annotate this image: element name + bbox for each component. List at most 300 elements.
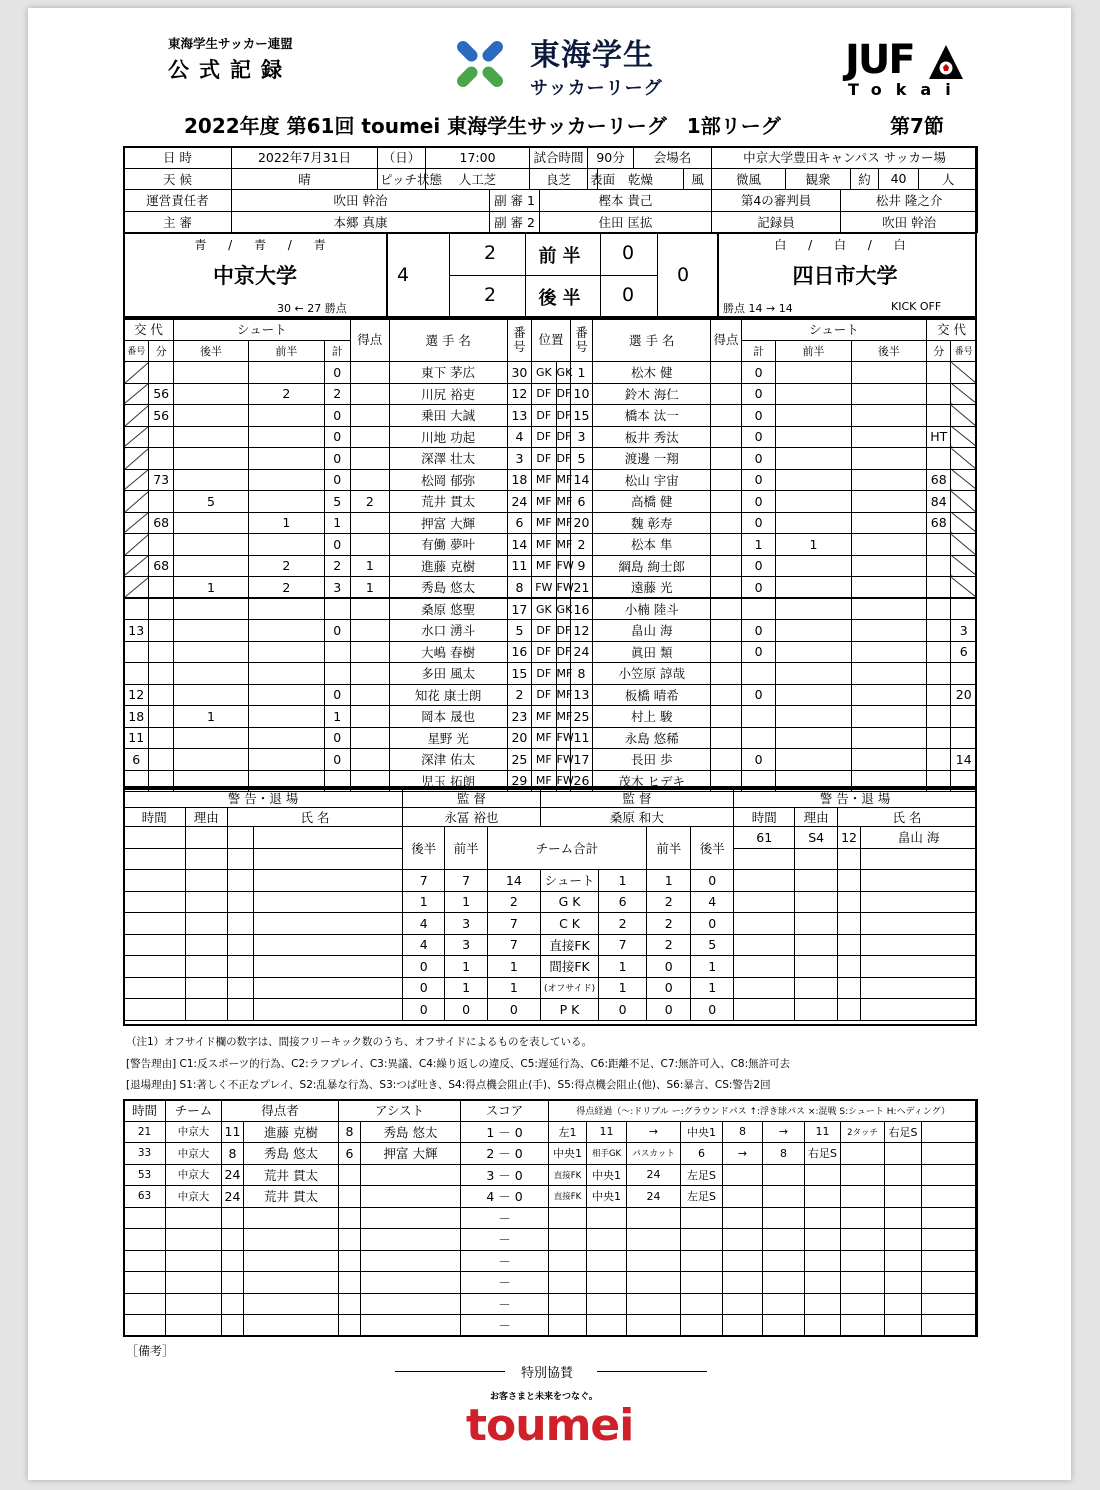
process-cell: 左足S (681, 1164, 723, 1186)
process-cell (805, 1164, 841, 1186)
player-row (124, 663, 977, 685)
stats-cell: 0 (445, 999, 487, 1021)
player-cell (350, 362, 389, 384)
player-cell (776, 577, 851, 599)
away-total: 0 (677, 264, 690, 286)
stats-cell: 3 (445, 913, 487, 935)
player-cell (350, 598, 389, 620)
info-cell: 主 審 (124, 211, 232, 233)
process-cell (841, 1186, 885, 1208)
process-cell: 右足S (805, 1143, 841, 1165)
score-block (123, 232, 977, 318)
goal-cell (723, 1272, 763, 1294)
away-team-name: 四日市大学 (792, 264, 898, 288)
player-cell: 11 (124, 727, 149, 749)
player-row (124, 749, 977, 771)
player-cell (149, 706, 173, 728)
info-cell: 良芝 (530, 168, 588, 190)
player-cell: 18 (507, 469, 531, 491)
goal-cell (549, 1207, 587, 1229)
player-cell: GK (556, 362, 570, 384)
away-card-reason (795, 934, 837, 956)
player-cell (350, 469, 389, 491)
stats-cell: 3 (445, 934, 487, 956)
player-cell (776, 620, 851, 642)
sponsor-logo: toumei (466, 1400, 634, 1451)
goal-cell (244, 1229, 339, 1251)
player-row (124, 620, 977, 642)
player-cell: 川地 功起 (389, 426, 507, 448)
discipline-cell (254, 913, 403, 935)
player-cell: 5 (324, 491, 350, 513)
goal-cell (885, 1250, 922, 1272)
goal-cell (361, 1293, 461, 1315)
goal-cell (361, 1186, 461, 1208)
info-cell: 乾燥 (598, 168, 684, 190)
player-cell (776, 684, 851, 706)
player-cell: 東下 茅広 (389, 362, 507, 384)
player-cell (173, 512, 248, 534)
stats-cell: 直接FK (540, 934, 598, 956)
goal-cell (763, 1272, 805, 1294)
player-cell: 5 (507, 620, 531, 642)
player-cell: 1 (570, 362, 592, 384)
player-cell (851, 663, 926, 685)
away-card-reason (795, 977, 837, 999)
stats-cell: 7 (487, 913, 540, 935)
player-cell: 松岡 郁弥 (389, 469, 507, 491)
player-cell: MF (556, 684, 570, 706)
player-cell (951, 534, 977, 556)
player-cell (149, 362, 173, 384)
stats-cell: 0 (691, 999, 733, 1021)
player-cell: DF (556, 405, 570, 427)
home-second-half: 2 (483, 284, 497, 306)
player-cell (927, 749, 951, 771)
player-cell: 2 (350, 491, 389, 513)
player-cell (851, 448, 926, 470)
goal-cell (805, 1272, 841, 1294)
info-cell: 天 候 (124, 168, 232, 190)
player-cell (851, 727, 926, 749)
goal-row (124, 1315, 978, 1337)
goal-row (124, 1207, 978, 1229)
goal-cell: 24 (222, 1164, 244, 1186)
player-cell (149, 620, 173, 642)
goal-cell (339, 1272, 361, 1294)
player-cell: 星野 光 (389, 727, 507, 749)
player-cell: 17 (570, 749, 592, 771)
info-cell: 晴 (232, 168, 378, 190)
player-cell: 綱島 絢士郎 (593, 555, 711, 577)
player-cell: MF (532, 534, 556, 556)
goal-cell (681, 1272, 723, 1294)
stats-cell: 4 (402, 934, 444, 956)
process-cell: 左1 (549, 1121, 587, 1143)
player-cell (851, 555, 926, 577)
player-cell (951, 577, 977, 599)
away-card-time (733, 870, 795, 892)
note-sendoff: [退場理由] S1:著しく不正なプレイ、S2:乱暴な行為、S3:つば吐き、S4:得点機会阻止(手)、S5:得点機会阻止(他)、S6:暴言、CS:警告2回 (126, 1079, 771, 1091)
player-cell: 押富 大輝 (389, 512, 507, 534)
player-cell (951, 598, 977, 620)
stats-cell: 7 (599, 934, 647, 956)
note-caution: [警告理由] C1:反スポーツ的行為、C2:ラフプレイ、C3:異議、C4:繰り返しの違反、C5:遅延行為、C6:距離不足、C7:無許可入、C8:無許可去 (126, 1058, 791, 1070)
process-cell: → (723, 1143, 763, 1165)
special-sponsor-label: 特別協賛 (521, 1366, 574, 1381)
player-cell (249, 727, 324, 749)
league-logo-icon (445, 32, 515, 96)
stats-cell: 1 (445, 977, 487, 999)
info-cell: ピッチ状態 (378, 168, 426, 190)
info-cell: 樫本 貴己 (540, 190, 712, 212)
goal-cell (841, 1207, 885, 1229)
away-coach-name: 桑原 和大 (540, 808, 733, 827)
goal-cell (681, 1315, 723, 1337)
goal-cell (339, 1164, 361, 1186)
sub-header: 交 代 (124, 319, 174, 341)
player-cell (249, 706, 324, 728)
player-cell: 2 (249, 383, 324, 405)
sub-col-header: 前半 (776, 340, 851, 362)
player-cell (149, 448, 173, 470)
stats-cell: 2 (646, 934, 691, 956)
player-cell: 0 (741, 641, 776, 663)
stats-header: 後半 (402, 827, 444, 870)
player-cell: 0 (741, 383, 776, 405)
player-cell: FW (556, 749, 570, 771)
goal-cell (922, 1250, 978, 1272)
player-cell: 6 (507, 512, 531, 534)
discipline-cell (185, 999, 227, 1021)
player-cell (776, 426, 851, 448)
player-cell: 0 (741, 577, 776, 599)
player-cell: 0 (324, 684, 350, 706)
player-row (124, 426, 977, 448)
stats-cell: 6 (599, 891, 647, 913)
player-cell: 2 (324, 383, 350, 405)
player-cell: 永島 悠稀 (593, 727, 711, 749)
player-cell: DF (556, 383, 570, 405)
position-header: 位置 (532, 319, 571, 362)
away-second-half: 0 (621, 284, 635, 306)
player-cell: MF (532, 491, 556, 513)
player-cell: 14 (951, 749, 977, 771)
stats-header: 後半 (691, 827, 733, 870)
discipline-header: 理由 (795, 808, 837, 827)
process-cell (763, 1186, 805, 1208)
match-title: 2022年度 第61回 toumei 東海学生サッカーリーグ 1部リーグ (184, 114, 781, 138)
player-cell: 68 (927, 469, 951, 491)
player-row (124, 577, 977, 599)
player-cell: 0 (741, 512, 776, 534)
player-cell: 2 (249, 555, 324, 577)
player-cell (350, 663, 389, 685)
goal-cell (361, 1207, 461, 1229)
player-cell (927, 577, 951, 599)
goal-cell (763, 1293, 805, 1315)
player-cell: 11 (570, 727, 592, 749)
player-cell (741, 706, 776, 728)
player-cell (350, 706, 389, 728)
player-cell: 高橋 健 (593, 491, 711, 513)
player-cell: 深津 佑太 (389, 749, 507, 771)
player-cell (927, 362, 951, 384)
player-row (124, 491, 977, 513)
player-cell: 深澤 壮太 (389, 448, 507, 470)
away-card-reason (795, 870, 837, 892)
process-cell (922, 1164, 978, 1186)
discipline-cell (185, 870, 227, 892)
player-cell: 20 (951, 684, 977, 706)
discipline-title: 警 告・退 場 (733, 789, 976, 808)
player-cell: 川尻 裕吏 (389, 383, 507, 405)
player-cell: 0 (324, 727, 350, 749)
goal-cell (124, 1207, 166, 1229)
player-cell: GK (532, 598, 556, 620)
player-cell (149, 426, 173, 448)
player-cell (124, 534, 149, 556)
discipline-cell (227, 827, 254, 849)
player-cell: 0 (324, 469, 350, 491)
sub-col-header: 番号 (951, 340, 977, 362)
discipline-header: 理由 (185, 808, 227, 827)
stats-cell: 1 (445, 956, 487, 978)
away-card-time (733, 848, 795, 870)
goal-cell: － (461, 1272, 549, 1294)
away-card-reason (795, 999, 837, 1021)
player-cell: GK (556, 598, 570, 620)
info-cell: 人工芝 (426, 168, 530, 190)
shot-header: シュート (173, 319, 350, 341)
goal-cell (587, 1293, 627, 1315)
player-cell: 渡邊 一翔 (593, 448, 711, 470)
stats-cell: 1 (599, 956, 647, 978)
league-title-main: 東海学生 (530, 38, 654, 73)
goal-cell: － (461, 1207, 549, 1229)
process-cell (763, 1164, 805, 1186)
discipline-cell (254, 891, 403, 913)
goal-row (124, 1272, 978, 1294)
stats-header: 前半 (445, 827, 487, 870)
discipline-cell (185, 977, 227, 999)
player-cell (173, 448, 248, 470)
player-cell (927, 706, 951, 728)
info-cell: 日 時 (124, 147, 232, 169)
player-cell: 12 (124, 684, 149, 706)
goal-row (124, 1229, 978, 1251)
discipline-cell (254, 977, 403, 999)
stats-cell: 0 (691, 913, 733, 935)
player-cell: MF (556, 663, 570, 685)
player-cell (927, 534, 951, 556)
away-card-no (837, 891, 860, 913)
player-cell: 1 (173, 577, 248, 599)
player-cell (124, 362, 149, 384)
stats-cell: 0 (487, 999, 540, 1021)
goal-cell (885, 1293, 922, 1315)
player-cell (711, 491, 742, 513)
away-card-no (837, 977, 860, 999)
goal-cell (587, 1250, 627, 1272)
stats-cell: 1 (599, 977, 647, 999)
player-row (124, 448, 977, 470)
goal-cell (723, 1293, 763, 1315)
player-cell (951, 362, 977, 384)
player-cell: 遠藤 光 (593, 577, 711, 599)
goal-cell (361, 1229, 461, 1251)
second-half-label: 後半 (538, 288, 587, 309)
goal-cell (627, 1207, 681, 1229)
number-header: 番号 (507, 319, 531, 362)
player-cell: MF (532, 555, 556, 577)
away-card-reason: S4 (795, 827, 837, 849)
player-cell (776, 663, 851, 685)
player-cell (324, 663, 350, 685)
player-cell (249, 469, 324, 491)
goal-cell (681, 1250, 723, 1272)
discipline-cell (185, 934, 227, 956)
discipline-cell (227, 848, 254, 870)
player-cell (711, 555, 742, 577)
player-cell: 秀島 悠太 (389, 577, 507, 599)
goal-cell (885, 1207, 922, 1229)
goal-cell (222, 1272, 244, 1294)
away-card-time (733, 891, 795, 913)
goal-cell: 4 － 0 (461, 1186, 549, 1208)
goal-cell (922, 1229, 978, 1251)
goal-cell (841, 1315, 885, 1337)
process-cell (723, 1164, 763, 1186)
goal-cell: － (461, 1250, 549, 1272)
away-card-reason (795, 848, 837, 870)
stats-cell: 5 (691, 934, 733, 956)
player-cell: HT (927, 426, 951, 448)
player-cell: 10 (570, 383, 592, 405)
player-cell: 大嶋 春樹 (389, 641, 507, 663)
process-cell: 11 (587, 1121, 627, 1143)
player-cell (149, 534, 173, 556)
player-cell: 1 (776, 534, 851, 556)
player-cell: 15 (570, 405, 592, 427)
discipline-cell (227, 977, 254, 999)
player-cell: 多田 風太 (389, 663, 507, 685)
away-points: 勝点 14 → 14 (723, 302, 793, 315)
player-cell (776, 641, 851, 663)
info-cell: 微風 (712, 168, 786, 190)
player-cell: 小笠原 諄哉 (593, 663, 711, 685)
away-card-time: 61 (733, 827, 795, 849)
player-row (124, 598, 977, 620)
goal-cell: 押富 大輝 (361, 1143, 461, 1165)
home-total: 4 (397, 264, 410, 286)
process-cell: 6 (681, 1143, 723, 1165)
discipline-cell (185, 913, 227, 935)
player-cell: MF (556, 706, 570, 728)
player-cell (951, 448, 977, 470)
player-cell: 15 (507, 663, 531, 685)
stats-cell: シュート (540, 870, 598, 892)
goal-cell: 8 (339, 1121, 361, 1143)
player-cell (350, 727, 389, 749)
process-cell: → (627, 1121, 681, 1143)
discipline-cell (254, 934, 403, 956)
player-cell (149, 663, 173, 685)
info-cell: 観衆 (786, 168, 851, 190)
player-cell (249, 448, 324, 470)
player-cell (173, 555, 248, 577)
away-card-no (837, 870, 860, 892)
player-cell: 児玉 拓朗 (389, 770, 507, 792)
player-cell (776, 727, 851, 749)
player-cell (927, 555, 951, 577)
player-cell: 板井 秀汰 (593, 426, 711, 448)
player-cell (173, 362, 248, 384)
stats-cell: 0 (402, 999, 444, 1021)
player-name-header: 選 手 名 (389, 319, 507, 362)
process-cell (885, 1143, 922, 1165)
player-cell: FW (556, 770, 570, 792)
info-cell: 記録員 (712, 211, 841, 233)
info-cell: 松井 隆之介 (841, 190, 978, 212)
process-cell: 24 (627, 1186, 681, 1208)
player-cell (350, 405, 389, 427)
player-cell: MF (532, 727, 556, 749)
player-cell (173, 405, 248, 427)
sub-col-header: 計 (741, 340, 776, 362)
goal-cell (922, 1293, 978, 1315)
process-cell (922, 1186, 978, 1208)
goal-cell: 中京大 (166, 1121, 222, 1143)
player-cell: 73 (149, 469, 173, 491)
player-cell: MF (556, 491, 570, 513)
process-cell: 中央1 (587, 1164, 627, 1186)
goal-cell (124, 1229, 166, 1251)
discipline-cell (227, 870, 254, 892)
player-cell (711, 426, 742, 448)
away-card-no (837, 934, 860, 956)
stats-header: チーム合計 (487, 827, 646, 870)
stats-cell: 0 (646, 999, 691, 1021)
goal-cell (627, 1315, 681, 1337)
player-cell: MF (532, 512, 556, 534)
goal-cell (222, 1207, 244, 1229)
discipline-title: 警 告・退 場 (124, 789, 403, 808)
player-cell (851, 749, 926, 771)
home-team-name: 中京大学 (213, 264, 297, 288)
stats-cell: 0 (402, 956, 444, 978)
sub-col-header: 分 (927, 340, 951, 362)
player-row (124, 362, 977, 384)
player-cell (951, 383, 977, 405)
player-cell: 岡本 晟也 (389, 706, 507, 728)
away-card-no (837, 956, 860, 978)
player-cell: 有働 夢叶 (389, 534, 507, 556)
player-cell: 0 (324, 534, 350, 556)
player-cell (927, 383, 951, 405)
player-cell (951, 555, 977, 577)
player-cell: 68 (149, 512, 173, 534)
player-cell: 21 (570, 577, 592, 599)
goal-cell (627, 1250, 681, 1272)
info-cell: 中京大学豊田キャンパス サッカー場 (712, 147, 978, 169)
player-cell (149, 577, 173, 599)
player-cell (124, 469, 149, 491)
player-row (124, 469, 977, 491)
discipline-header: 氏 名 (837, 808, 976, 827)
info-cell: 90分 (588, 147, 634, 169)
coach-label: 監 督 (540, 789, 733, 808)
